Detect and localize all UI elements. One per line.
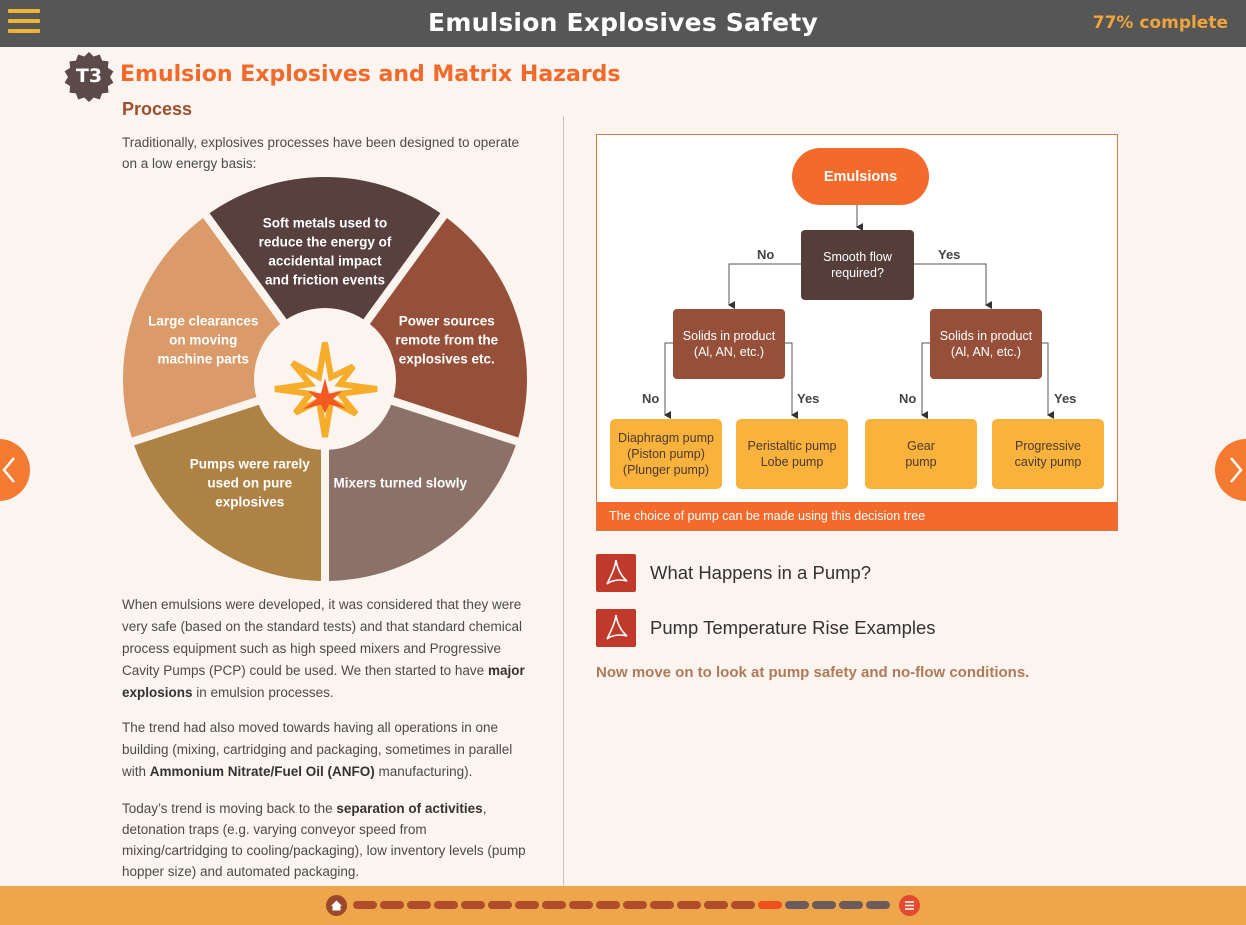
list-icon [899, 895, 920, 916]
wheel-segment-label: Pumps were rarely used on pure explosives [189, 456, 310, 510]
page-list-button[interactable] [899, 895, 920, 916]
page-segment[interactable] [623, 901, 647, 909]
page-segment[interactable] [650, 901, 674, 909]
page-segment[interactable] [542, 901, 566, 909]
page-segment[interactable] [596, 901, 620, 909]
chevron-left-icon [0, 439, 30, 501]
wheel-segment-label: Large clearances on moving machine parts [148, 313, 259, 367]
principles-wheel [118, 172, 532, 586]
progress-text: 77% complete [1092, 13, 1228, 33]
next-step-note: Now move on to look at pump safety and no-flow conditions. [596, 664, 1030, 681]
page-segment[interactable] [569, 901, 593, 909]
tree-label-no: No [757, 247, 775, 262]
home-icon [326, 895, 347, 916]
tree-leaf-diaphragm-pump: Diaphragm pump (Piston pump) (Plunger pump) [610, 419, 722, 489]
pdf-link-label: Pump Temperature Rise Examples [650, 617, 936, 638]
page-segment[interactable] [704, 901, 728, 909]
wheel-segment-label: Mixers turned slowly [333, 475, 468, 491]
body-paragraph-1: When emulsions were developed, it was considered that they were very safe (based on the standard tests) and that standard chemical process equipment such as high speed mixers and Progressive Cavity Pumps (PCP) could be used. We then started to have major explosions in emulsion processes. [122, 597, 525, 700]
topic-badge [64, 52, 114, 102]
page-segment[interactable] [839, 901, 863, 909]
column-divider [563, 116, 564, 886]
tree-caption: The choice of pump can be made using this decision tree [597, 502, 1117, 530]
page-segment[interactable] [677, 901, 701, 909]
top-bar [0, 0, 1246, 47]
tree-label-no-right: No [899, 391, 917, 406]
page-segment[interactable] [785, 901, 809, 909]
wheel-segment-label: Soft metals used to reduce the energy of accidental impact and friction events [258, 215, 392, 288]
tree-label-yes: Yes [938, 247, 961, 262]
next-page-button[interactable] [1215, 439, 1246, 501]
page-segment[interactable] [812, 901, 836, 909]
tree-label-yes-right: Yes [1054, 391, 1077, 406]
body-paragraph-3: Today’s trend is moving back to the separation of activities, detonation traps (e.g. varying conveyor speed from mixing/cartridging to cooling/packaging), low inventory levels (pump hopper size) and automated packaging. [122, 801, 526, 879]
pump-decision-tree [596, 134, 1118, 531]
tree-solids-left: Solids in product (Al, AN, etc.) [673, 309, 785, 379]
tree-leaf-progressive-cavity-pump: Progressive cavity pump [992, 419, 1104, 489]
tree-label-yes-left: Yes [797, 391, 820, 406]
page-title: Emulsion Explosives and Matrix Hazards [120, 62, 621, 87]
page-segment[interactable] [731, 901, 755, 909]
home-button[interactable] [326, 895, 347, 916]
tree-solids-right: Solids in product (Al, AN, etc.) [930, 309, 1042, 379]
topic-badge-text: T3 [75, 65, 103, 87]
previous-page-button[interactable] [0, 439, 30, 501]
page-segment[interactable] [515, 901, 539, 909]
pdf-link-label: What Happens in a Pump? [650, 562, 872, 583]
pdf-icon [596, 609, 636, 647]
pdf-link-pump-temperature-rise[interactable] [596, 609, 936, 647]
page-segment[interactable] [488, 901, 512, 909]
chevron-right-icon [1215, 439, 1246, 501]
page-segment[interactable] [461, 901, 485, 909]
page-segment[interactable] [353, 901, 377, 909]
body-paragraph-2: The trend had also moved towards having all operations in one building (mixing, cartridging and packaging, sometimes in parallel with Ammonium Nitrate/Fuel Oil (ANFO) manufacturing). [122, 720, 513, 779]
section-title: Process [122, 99, 193, 119]
tree-leaf-gear-pump: Gear pump [865, 419, 977, 489]
tree-root: Emulsions [792, 148, 929, 205]
page-progress-pager [326, 894, 920, 916]
intro-text: Traditionally, explosives processes have been designed to operate on a low energy basis: [122, 135, 519, 171]
bottom-bar [0, 886, 1246, 925]
pdf-icon [596, 554, 636, 592]
page-segment[interactable] [866, 901, 890, 909]
page-segment[interactable] [380, 901, 404, 909]
tree-leaf-peristaltic-pump: Peristaltic pump Lobe pump [736, 419, 848, 489]
page-segment[interactable] [758, 901, 782, 909]
app-title: Emulsion Explosives Safety [428, 8, 818, 37]
wheel-segment-label: Power sources remote from the explosives etc. [395, 313, 499, 367]
tree-label-no-left: No [642, 391, 660, 406]
pdf-link-what-happens-in-a-pump[interactable] [596, 554, 871, 592]
page-segment[interactable] [407, 901, 431, 909]
tree-question: Smooth flow required? [801, 230, 914, 300]
page-segment[interactable] [434, 901, 458, 909]
